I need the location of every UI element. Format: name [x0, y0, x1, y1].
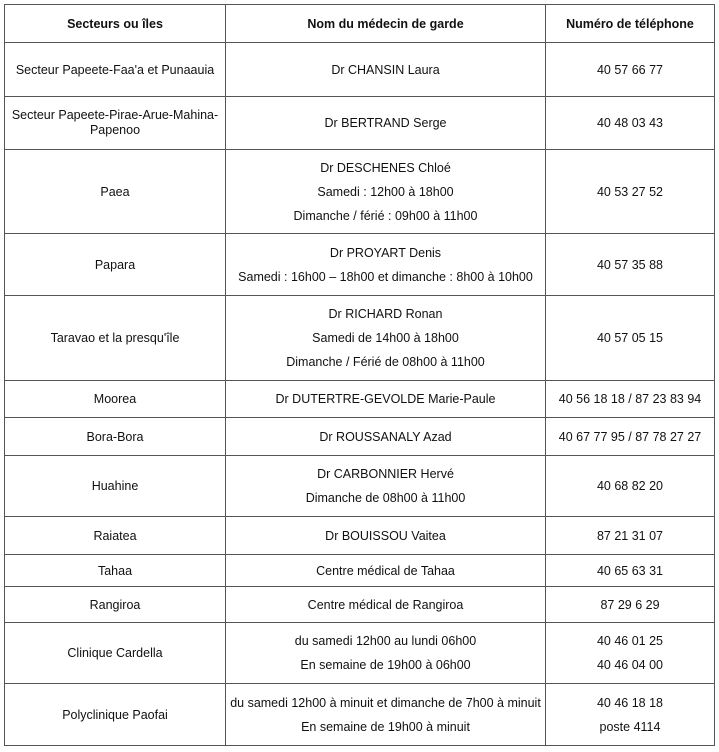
phone-line: 40 48 03 43	[596, 116, 664, 130]
doctor-cell	[226, 684, 546, 746]
doctor-line: Samedi : 16h00 – 18h00 et dimanche : 8h00 à 10h00	[238, 269, 533, 284]
doctor-cell	[226, 150, 546, 234]
doctor-line: du samedi 12h00 à minuit et dimanche de 7h00 à minuit	[230, 695, 541, 710]
doctor-line: Dr CHANSIN Laura	[331, 62, 440, 77]
doctor-line: Dr ROUSSANALY Azad	[319, 429, 452, 444]
doctor-cell	[226, 296, 546, 381]
phone-line: 40 65 63 31	[596, 563, 664, 578]
doctor-line: Dr DUTERTRE-GEVOLDE Marie-Paule	[275, 392, 496, 406]
header-sectors: Secteurs ou îles	[5, 5, 226, 43]
table-row	[5, 623, 715, 684]
phone-cell	[546, 234, 715, 296]
phone-line: 40 68 82 20	[596, 479, 664, 493]
doctor-cell	[226, 234, 546, 296]
table-row	[5, 296, 715, 381]
phone-cell	[546, 418, 715, 456]
phone-cell	[546, 684, 715, 746]
phone-cell	[546, 517, 715, 555]
table-row	[5, 418, 715, 456]
doctor-cell	[226, 381, 546, 418]
table-row	[5, 97, 715, 150]
phone-line: 40 46 18 18	[596, 695, 664, 710]
doctor-line: Centre médical de Tahaa	[316, 563, 455, 578]
phone-line: 40 57 66 77	[596, 62, 664, 77]
on-call-doctors-table	[4, 4, 715, 746]
doctor-line: En semaine de 19h00 à minuit	[301, 719, 470, 734]
sector-cell: Secteur Papeete-Faa'a et Punaauia	[5, 43, 226, 97]
doctor-cell	[226, 418, 546, 456]
phone-cell	[546, 587, 715, 623]
doctor-line: Dr CARBONNIER Hervé	[317, 467, 454, 481]
doctor-cell	[226, 97, 546, 150]
sector-cell: Polyclinique Paofai	[5, 684, 226, 746]
phone-cell	[546, 296, 715, 381]
sector-cell: Taravao et la presqu'île	[5, 296, 226, 381]
sector-cell: Secteur Papeete-Pirae-Arue-Mahina-Papenoo	[5, 97, 226, 150]
phone-line: 87 29 6 29	[600, 597, 660, 612]
header-doctor: Nom du médecin de garde	[226, 5, 546, 43]
table-row	[5, 555, 715, 587]
phone-line: 40 57 35 88	[596, 257, 664, 272]
doctor-line: Centre médical de Rangiroa	[307, 597, 464, 612]
doctor-cell	[226, 555, 546, 587]
phone-line: 40 46 04 00	[596, 658, 664, 672]
table-row	[5, 150, 715, 234]
phone-cell	[546, 381, 715, 418]
phone-line: 40 57 05 15	[596, 331, 664, 345]
phone-line: 87 21 31 07	[596, 528, 664, 543]
doctor-line: Dr BERTRAND Serge	[324, 116, 447, 130]
doctor-cell	[226, 587, 546, 623]
phone-line: 40 67 77 95 / 87 78 27 27	[558, 429, 702, 444]
doctor-line: du samedi 12h00 au lundi 06h00	[294, 634, 477, 648]
table-row	[5, 587, 715, 623]
phone-cell	[546, 623, 715, 684]
sector-cell: Raiatea	[5, 517, 226, 555]
table-row	[5, 381, 715, 418]
phone-line: poste 4114	[599, 719, 661, 734]
table-row	[5, 43, 715, 97]
header-phone: Numéro de téléphone	[546, 5, 715, 43]
sector-cell: Rangiroa	[5, 587, 226, 623]
phone-cell	[546, 456, 715, 517]
doctor-cell	[226, 517, 546, 555]
doctor-line: Dr RICHARD Ronan	[328, 307, 443, 321]
phone-line: 40 46 01 25	[596, 634, 664, 648]
doctor-cell	[226, 43, 546, 97]
sector-cell: Moorea	[5, 381, 226, 418]
table-header-row	[5, 5, 715, 43]
phone-cell	[546, 150, 715, 234]
doctor-cell	[226, 456, 546, 517]
doctor-line: En semaine de 19h00 à 06h00	[300, 658, 471, 672]
sector-cell: Huahine	[5, 456, 226, 517]
doctor-line: Samedi de 14h00 à 18h00	[312, 331, 459, 345]
phone-cell	[546, 97, 715, 150]
phone-line: 40 53 27 52	[596, 184, 664, 199]
doctor-line: Dr PROYART Denis	[329, 245, 442, 260]
table-row	[5, 517, 715, 555]
phone-cell	[546, 43, 715, 97]
sector-cell: Papara	[5, 234, 226, 296]
sector-cell: Bora-Bora	[5, 418, 226, 456]
sector-cell: Clinique Cardella	[5, 623, 226, 684]
doctor-line: Dimanche / Férié de 08h00 à 11h00	[286, 355, 485, 369]
phone-line: 40 56 18 18 / 87 23 83 94	[558, 392, 702, 406]
doctor-line: Dimanche / férié : 09h00 à 11h00	[293, 208, 478, 223]
doctor-line: Dr BOUISSOU Vaitea	[325, 528, 446, 543]
doctor-line: Samedi : 12h00 à 18h00	[317, 184, 454, 199]
table-row	[5, 456, 715, 517]
sector-cell: Tahaa	[5, 555, 226, 587]
sector-cell: Paea	[5, 150, 226, 234]
doctor-cell	[226, 623, 546, 684]
phone-cell	[546, 555, 715, 587]
table-row	[5, 234, 715, 296]
doctor-line: Dimanche de 08h00 à 11h00	[305, 491, 466, 505]
doctor-line: Dr DESCHENES Chloé	[320, 160, 451, 175]
table-row	[5, 684, 715, 746]
